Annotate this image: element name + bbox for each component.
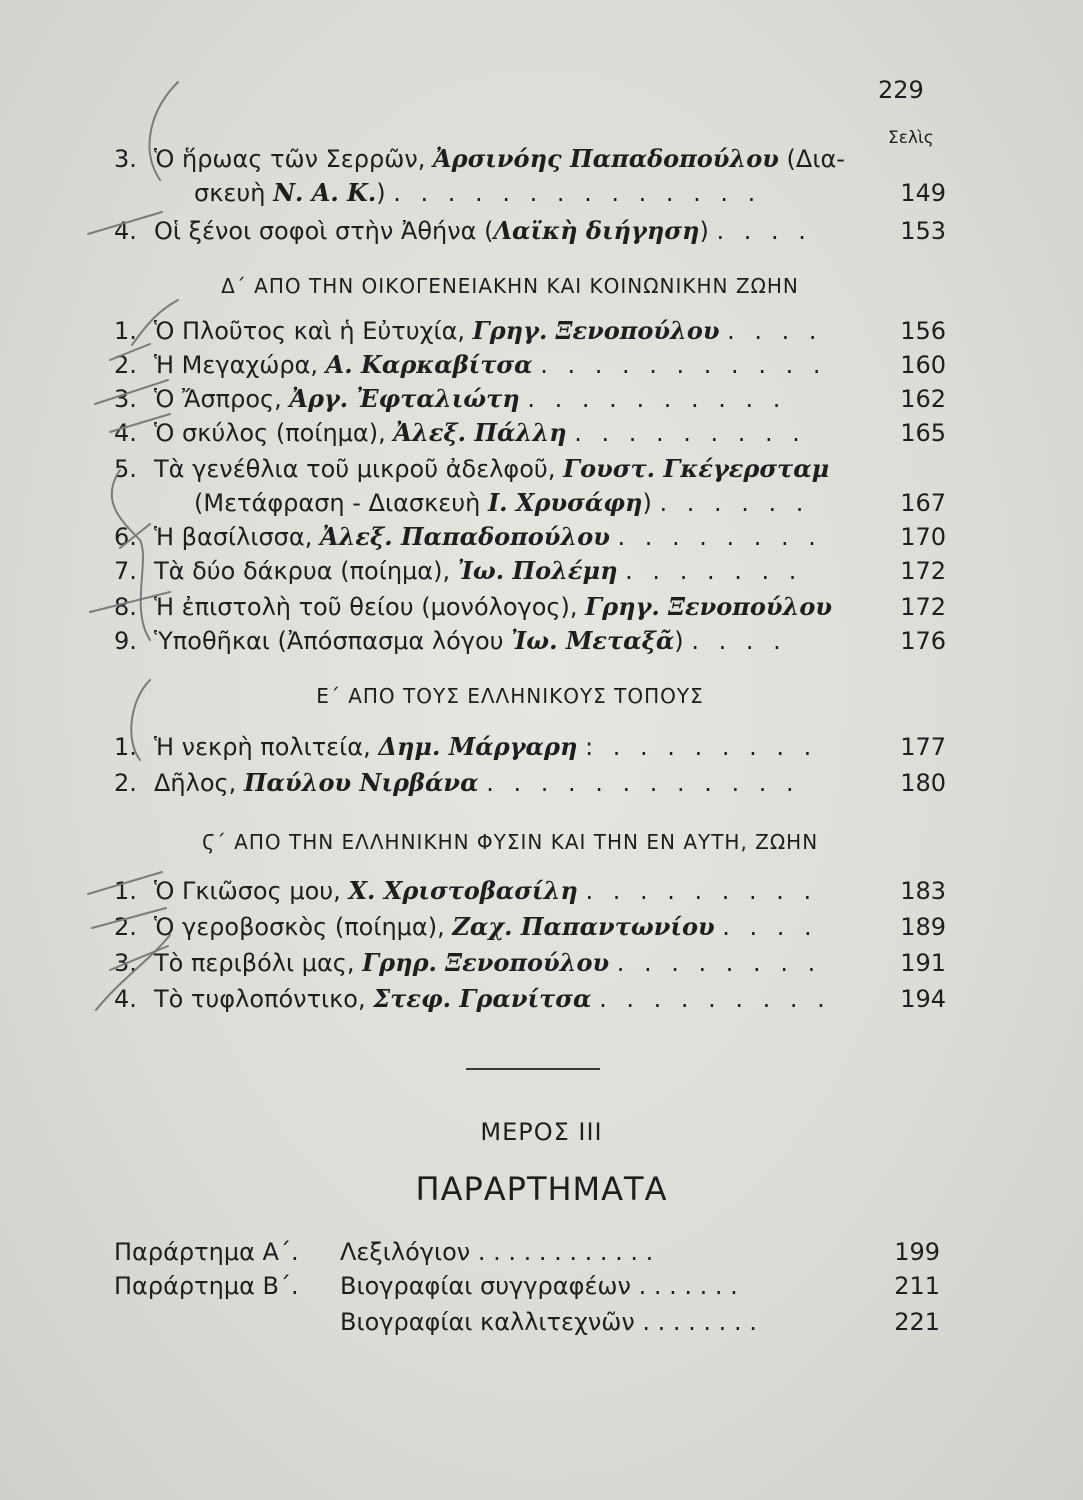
leader-dots: . . . .	[716, 217, 812, 245]
appendix-label: Παράρτημα Α΄.	[114, 1238, 299, 1266]
appendix-title: Βιογραφίαι καλλιτεχνῶν . . . . . . . .	[340, 1308, 757, 1336]
entry-number: 3.	[114, 949, 137, 977]
part-label: ΜΕΡΟΣ III	[480, 1118, 603, 1146]
leader-dots: . . . . . . . . .	[585, 877, 818, 905]
entry-author: Ἀλεξ. Πάλλη	[393, 418, 567, 447]
entry-title: Ἡ βασίλισσα, Ἀλεξ. Παπαδοπούλου . . . . . . . .	[154, 522, 822, 551]
entry-number: 1.	[114, 317, 137, 345]
entry-page: 156	[900, 317, 946, 345]
entry-title: Ἡ Μεγαχώρα, Α. Καρκαβίτσα . . . . . . . . . . .	[154, 350, 827, 379]
leader-dots: . . . . . . . .	[617, 523, 822, 551]
entry-title: Ὑποθῆκαι (Ἀπόσπασμα λόγου Ἰω. Μεταξᾶ) . . . .	[154, 626, 787, 655]
entry-title: Τὰ δύο δάκρυα (ποίημα), Ἰω. Πολέμη . . . . . . .	[154, 556, 803, 585]
entry-title: Δῆλος, Παύλου Νιρβάνα . . . . . . . . . . . .	[154, 768, 800, 797]
appendix-title: Βιογραφίαι συγγραφέων . . . . . . .	[340, 1272, 738, 1300]
entry-author: Γρηρ. Ξενοπούλου	[362, 948, 610, 977]
entry-page: 170	[900, 523, 946, 551]
divider-rule	[466, 1068, 600, 1070]
entry-page: 211	[894, 1272, 940, 1300]
leader-dots: . . . .	[691, 627, 787, 655]
entry-title: Ἡ νεκρὴ πολιτεία, Δημ. Μάργαρη : . . . . . . . .	[154, 732, 818, 761]
entry-title: Οἱ ξένοι σοφοὶ στὴν Ἀθήνα (Λαϊκὴ διήγηση) . . . .	[154, 216, 812, 245]
entry-page: 172	[900, 593, 946, 621]
entry-page: 160	[900, 351, 946, 379]
leader-dots: . . . . . . .	[638, 1272, 738, 1300]
entry-page: 180	[900, 769, 946, 797]
entry-title: Ὁ Πλοῦτος καὶ ἡ Εὐτυχία, Γρηγ. Ξενοπούλου . . . .	[154, 316, 823, 345]
leader-dots: . . . .	[727, 317, 823, 345]
section-heading-f: Ϛ΄ ΑΠΟ ΤΗΝ ΕΛΛΗΝΙΚΗΝ ΦΥΣΙΝ ΚΑΙ ΤΗΝ ΕΝ ΑΥΤΗ, ΖΩΗΝ	[201, 830, 819, 854]
appendix-label: Παράρτημα Β΄.	[114, 1272, 299, 1300]
entry-page: 149	[900, 179, 946, 207]
entry-title-continuation: (Μετάφραση - Διασκευὴ Ι. Χρυσάφη) . . . . . .	[194, 488, 810, 517]
entry-number: 2.	[114, 913, 137, 941]
leader-dots: . . . . . . . . . . . . . .	[393, 179, 762, 207]
entry-number: 1.	[114, 733, 137, 761]
entry-author: Στεφ. Γρανίτσα	[373, 984, 592, 1013]
entry-title: Ὁ Ἄσπρος, Ἀργ. Ἐφταλιώτη . . . . . . . . . .	[154, 384, 787, 413]
entry-page: 194	[900, 985, 946, 1013]
section-heading-e: Ε΄ ΑΠΟ ΤΟΥΣ ΕΛΛΗΝΙΚΟΥΣ ΤΟΠΟΥΣ	[316, 684, 704, 708]
entry-page: 191	[900, 949, 946, 977]
entry-number: 4.	[114, 419, 137, 447]
page-column-heading: Σελὶς	[888, 128, 934, 148]
leader-dots: . . . . . .	[659, 489, 810, 517]
entry-author: Ζαχ. Παπαντωνίου	[452, 912, 715, 941]
entry-number: 2.	[114, 351, 137, 379]
entry-title: Τὸ περιβόλι μας, Γρηρ. Ξενοπούλου . . . . . . . .	[154, 948, 822, 977]
entry-author: Χ. Χριστοβασίλη	[348, 876, 578, 905]
appendices-title: ΠΑΡΑΡΤΗΜΑΤΑ	[415, 1170, 668, 1208]
entry-author: Γρηγ. Ξενοπούλου	[472, 316, 720, 345]
entry-title-continuation: σκευὴ Ν. Α. Κ.) . . . . . . . . . . . . . .	[194, 178, 762, 207]
entry-author: Δημ. Μάργαρη	[378, 732, 578, 761]
entry-number: 1.	[114, 877, 137, 905]
entry-number: 3.	[114, 385, 137, 413]
entry-author: Ἀργ. Ἐφταλιώτη	[289, 384, 520, 413]
section-heading-d: Δ΄ ΑΠΟ ΤΗΝ ΟΙΚΟΓΕΝΕΙΑΚΗΝ ΚΑΙ ΚΟΙΝΩΝΙΚΗΝ ΖΩΗΝ	[221, 274, 799, 298]
leader-dots: . . . . . . . . .	[599, 985, 831, 1013]
entry-page: 165	[900, 419, 946, 447]
entry-title: Τὰ γενέθλια τοῦ μικροῦ ἀδελφοῦ, Γουστ. Γκέγερσταμ	[154, 454, 830, 483]
entry-number: 4.	[114, 985, 137, 1013]
appendix-title: Λεξιλόγιον . . . . . . . . . . . .	[340, 1238, 654, 1266]
entry-number: 5.	[114, 455, 137, 483]
entry-page: 177	[900, 733, 946, 761]
entry-title: Τὸ τυφλοπόντικο, Στεφ. Γρανίτσα . . . . . . . . .	[154, 984, 831, 1013]
page-number: 229	[878, 76, 924, 104]
entry-page: 183	[900, 877, 946, 905]
leader-dots: . . . . . . . .	[616, 949, 822, 977]
leader-dots: . . . . . . . . .	[574, 419, 806, 447]
entry-number: 7.	[114, 557, 137, 585]
entry-author: Παύλου Νιρβάνα	[243, 768, 479, 797]
entry-page: 162	[900, 385, 946, 413]
entry-author: Ἰω. Πολέμη	[457, 556, 618, 585]
entry-page: 176	[900, 627, 946, 655]
entry-author: Ἰω. Μεταξᾶ	[511, 626, 675, 655]
entry-page: 153	[900, 217, 946, 245]
entry-number: 8.	[114, 593, 137, 621]
entry-author: Ἀρσινόης Παπαδοπούλου	[433, 144, 779, 173]
entry-number: 3.	[114, 145, 137, 173]
entry-title: Ὁ γεροβοσκὸς (ποίημα), Ζαχ. Παπαντωνίου . . . .	[154, 912, 818, 941]
entry-number: 2.	[114, 769, 137, 797]
entry-title: Ὁ Γκιῶσος μου, Χ. Χριστοβασίλη . . . . . . . . .	[154, 876, 818, 905]
entry-author: Α. Καρκαβίτσα	[325, 350, 533, 379]
entry-author: Γρηγ. Ξενοπούλου	[585, 592, 832, 621]
leader-dots: . . . . . . . . . . .	[540, 351, 827, 379]
entry-author: Ἀλεξ. Παπαδοπούλου	[319, 522, 610, 551]
entry-page: 189	[900, 913, 946, 941]
entry-number: 4.	[114, 217, 137, 245]
entry-page: 221	[894, 1308, 940, 1336]
leader-dots: . . . . . . .	[625, 557, 803, 585]
leader-dots: . . . . . . . . . . . .	[486, 769, 800, 797]
entry-title: Ὁ σκύλος (ποίημα), Ἀλεξ. Πάλλη . . . . . . . . .	[154, 418, 806, 447]
entry-page: 199	[894, 1238, 940, 1266]
leader-dots: . . . . . . . . . . . .	[477, 1238, 654, 1266]
leader-dots: . . . . . . . .	[642, 1308, 757, 1336]
leader-dots: : . . . . . . . .	[585, 733, 818, 761]
entry-author: Λαϊκὴ διήγηση	[493, 216, 700, 245]
entry-number: 6.	[114, 523, 137, 551]
entry-author: Γουστ. Γκέγερσταμ	[563, 454, 830, 483]
entry-title: Ὁ ἥρωας τῶν Σερρῶν, Ἀρσινόης Παπαδοπούλου (Δια-	[154, 144, 845, 173]
leader-dots: . . . .	[722, 913, 818, 941]
entry-page: 172	[900, 557, 946, 585]
entry-page: 167	[900, 489, 946, 517]
leader-dots: . . . . . . . . . .	[527, 385, 787, 413]
entry-number: 9.	[114, 627, 137, 655]
entry-title: Ἡ ἐπιστολὴ τοῦ θείου (μονόλογος), Γρηγ. Ξενοπούλου	[154, 592, 832, 621]
